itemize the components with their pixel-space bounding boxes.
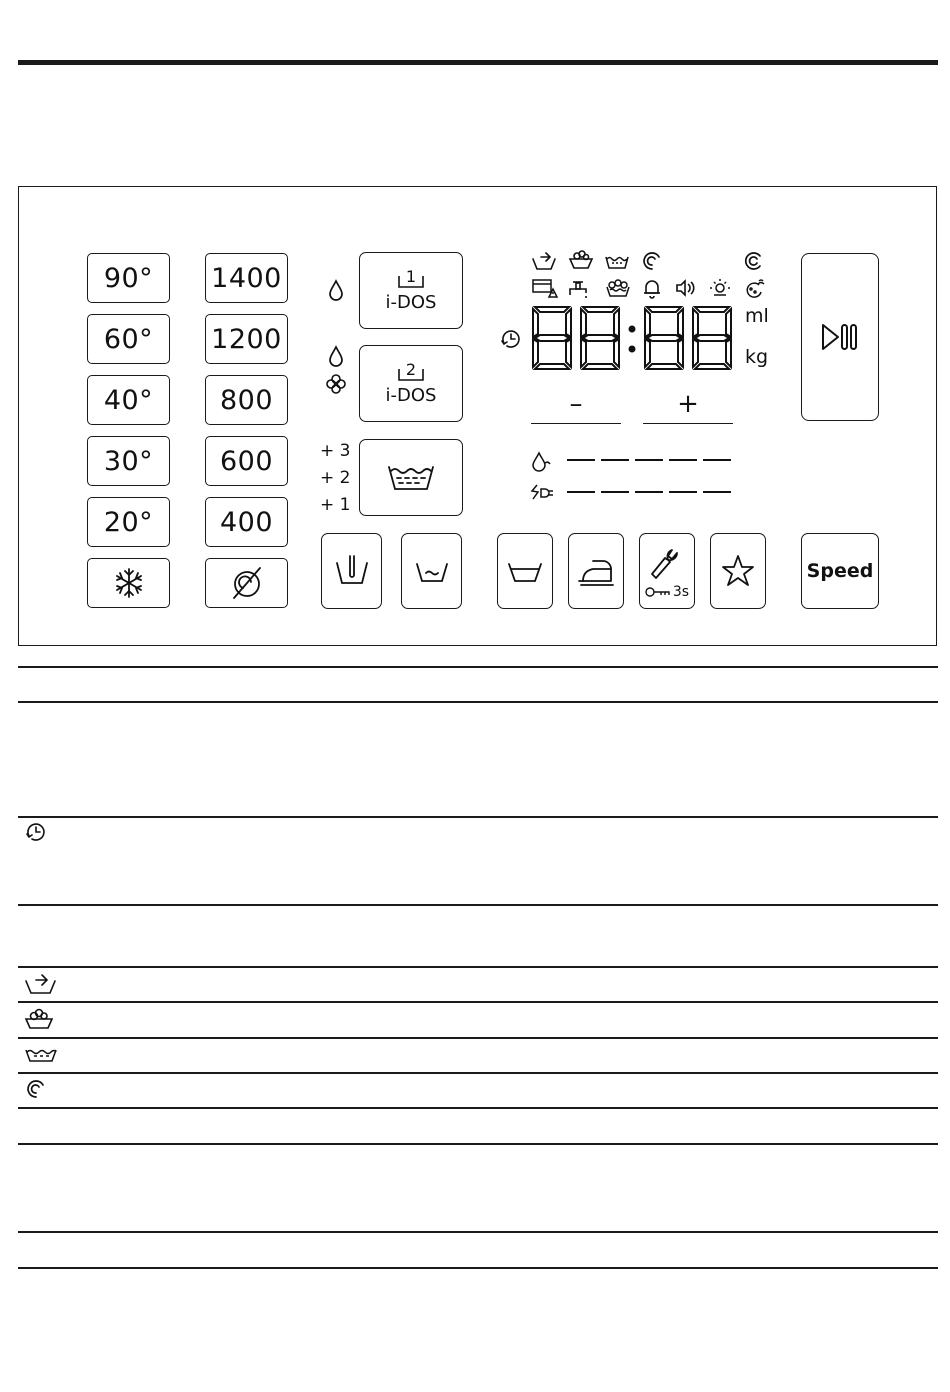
plus-label: +: [677, 389, 699, 419]
idos-label: i-DOS: [385, 292, 437, 313]
idos-number: 1: [405, 267, 417, 286]
rinse-hold-icon: [24, 972, 58, 996]
easy-wash-icon: [412, 551, 452, 591]
key-icon: [645, 586, 671, 598]
spin-button-1400[interactable]: [205, 253, 288, 303]
foam-icon: [604, 277, 632, 299]
rinse-plus-button[interactable]: [359, 439, 463, 516]
end-time-icon: [500, 328, 522, 350]
rinse-icon: [24, 1046, 58, 1064]
sound-icon: [674, 277, 698, 299]
seven-segment-display: [529, 305, 739, 371]
table-rule: [18, 1037, 938, 1039]
prewash-status-icon: [531, 250, 557, 272]
water-consumption-icon: [529, 451, 553, 473]
minus-label: –: [569, 389, 583, 419]
prewash-button[interactable]: [321, 533, 382, 609]
table-rule: [18, 1001, 938, 1003]
top-rule: [18, 60, 938, 65]
speed-button[interactable]: [801, 533, 879, 609]
unit-kg: kg: [745, 346, 769, 368]
spin-button-600[interactable]: [205, 436, 288, 486]
spin-button-800[interactable]: [205, 375, 288, 425]
table-rule: [18, 1267, 938, 1269]
temp-label: 20°: [103, 506, 154, 538]
table-rule: [18, 1231, 938, 1233]
temp-label: 90°: [103, 262, 154, 294]
home-connect-icon: [742, 277, 766, 299]
spin-label: 1400: [211, 262, 282, 294]
softener-drop-icon: [327, 345, 345, 367]
detergent-drop-icon: [327, 279, 345, 301]
soak-icon: [24, 1007, 54, 1031]
table-rule: [18, 1072, 938, 1074]
table-rule: [18, 816, 938, 818]
temp-button-90[interactable]: [87, 253, 170, 303]
spin-label: 600: [219, 445, 274, 477]
table-rule: [18, 666, 938, 668]
flower-icon: [325, 373, 347, 395]
basin-icon: [505, 551, 545, 591]
no-spin-button[interactable]: [205, 558, 288, 608]
timer-icon: [25, 821, 47, 843]
spin-icon: [25, 1078, 47, 1100]
spin-button-1200[interactable]: [205, 314, 288, 364]
favourite-button[interactable]: [710, 533, 766, 609]
no-spin-icon: [228, 564, 266, 602]
idos-2-button[interactable]: [359, 345, 463, 422]
rinse-status-icon: [604, 253, 630, 271]
speed-label: Speed: [806, 560, 874, 582]
rinse-level-1: + 1: [320, 495, 351, 515]
rinse-level-2: + 2: [320, 468, 351, 488]
spin-button-400[interactable]: [205, 497, 288, 547]
spin-status-icon: [641, 250, 663, 272]
spin-label: 800: [219, 384, 274, 416]
table-rule: [18, 966, 938, 968]
idos-number: 2: [405, 360, 417, 379]
cold-button[interactable]: [87, 558, 170, 608]
control-panel: [18, 186, 937, 646]
spin-label: 1200: [211, 323, 282, 355]
temp-button-30[interactable]: [87, 436, 170, 486]
wash-status-icon: [568, 249, 594, 271]
start-pause-icon: [820, 322, 860, 352]
table-rule: [18, 701, 938, 703]
plus-button[interactable]: [643, 385, 733, 424]
door-warning-icon: [531, 277, 559, 299]
prewash-icon: [332, 551, 372, 591]
iron-button[interactable]: [568, 533, 624, 609]
bell-icon: [641, 277, 663, 299]
temp-label: 60°: [103, 323, 154, 355]
energy-consumption-icon: [529, 481, 555, 503]
temp-button-60[interactable]: [87, 314, 170, 364]
tap-icon: [568, 277, 594, 299]
rinse-basin-icon: [385, 461, 437, 495]
tools-button[interactable]: [639, 533, 695, 609]
dosing-tray-2-icon: [396, 361, 426, 385]
start-pause-button[interactable]: [801, 253, 879, 421]
basin-button[interactable]: [497, 533, 553, 609]
temp-button-20[interactable]: [87, 497, 170, 547]
water-level-bar: [567, 453, 733, 467]
unit-ml: ml: [745, 305, 769, 327]
snowflake-icon: [112, 566, 146, 600]
light-icon: [708, 277, 732, 299]
temp-button-40[interactable]: [87, 375, 170, 425]
temp-label: 30°: [103, 445, 154, 477]
minus-button[interactable]: [531, 385, 621, 424]
idos-label: i-DOS: [385, 385, 437, 406]
idos-1-button[interactable]: [359, 252, 463, 329]
iron-icon: [575, 551, 617, 591]
star-icon: [720, 553, 756, 589]
table-rule: [18, 1143, 938, 1145]
easy-wash-button[interactable]: [401, 533, 462, 609]
energy-level-bar: [567, 485, 733, 499]
dosing-tray-1-icon: [396, 268, 426, 292]
hold-duration: 3s: [672, 584, 690, 600]
wrench-icon: [650, 542, 684, 582]
table-rule: [18, 1107, 938, 1109]
temp-label: 40°: [103, 384, 154, 416]
spin-label: 400: [219, 506, 274, 538]
table-rule: [18, 904, 938, 906]
rinse-level-3: + 3: [320, 441, 351, 461]
drum-clean-status-icon: [742, 250, 764, 272]
